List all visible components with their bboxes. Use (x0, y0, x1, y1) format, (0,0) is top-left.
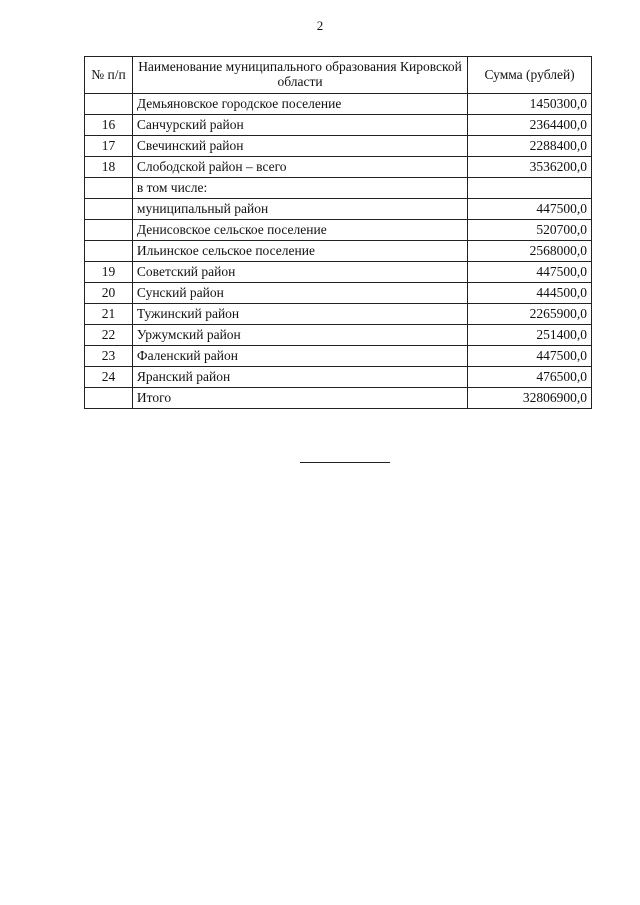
table-row (85, 325, 592, 346)
table-row (85, 178, 592, 199)
row-name: Фаленский район (132, 346, 467, 367)
table-row (85, 241, 592, 262)
table-row (85, 157, 592, 178)
total-label: Итого (132, 388, 467, 409)
budget-allocation-table (84, 56, 592, 409)
row-amount (468, 178, 592, 199)
row-name: Яранский район (132, 367, 467, 388)
row-name: Денисовское сельское поселение (132, 220, 467, 241)
row-amount: 3536200,0 (468, 157, 592, 178)
row-number (85, 388, 133, 409)
row-name: Санчурский район (132, 115, 467, 136)
table-row (85, 136, 592, 157)
row-number: 17 (85, 136, 133, 157)
row-name: Свечинский район (132, 136, 467, 157)
row-name: муниципальный район (132, 199, 467, 220)
row-number (85, 199, 133, 220)
row-number: 21 (85, 304, 133, 325)
row-number: 20 (85, 283, 133, 304)
row-amount: 447500,0 (468, 262, 592, 283)
end-of-document-rule (300, 462, 390, 463)
row-amount: 444500,0 (468, 283, 592, 304)
row-amount: 251400,0 (468, 325, 592, 346)
row-amount: 476500,0 (468, 367, 592, 388)
row-number: 18 (85, 157, 133, 178)
row-name: Тужинский район (132, 304, 467, 325)
row-number: 22 (85, 325, 133, 346)
row-name: Слободской район – всего (132, 157, 467, 178)
row-amount: 447500,0 (468, 346, 592, 367)
table-row (85, 199, 592, 220)
row-amount: 1450300,0 (468, 94, 592, 115)
header-municipality-name: Наименование муниципального образования Кировской области (132, 57, 467, 94)
table-row (85, 115, 592, 136)
row-number (85, 241, 133, 262)
row-name: Советский район (132, 262, 467, 283)
row-number: 19 (85, 262, 133, 283)
row-amount: 2568000,0 (468, 241, 592, 262)
table-row (85, 367, 592, 388)
row-name: Уржумский район (132, 325, 467, 346)
row-name: Ильинское сельское поселение (132, 241, 467, 262)
row-name: в том числе: (132, 178, 467, 199)
table-row (85, 220, 592, 241)
table-row (85, 346, 592, 367)
row-name: Демьяновское городское поселение (132, 94, 467, 115)
row-number (85, 94, 133, 115)
row-number (85, 220, 133, 241)
table-total-row (85, 388, 592, 409)
header-number: № п/п (85, 57, 133, 94)
row-name: Сунский район (132, 283, 467, 304)
row-number (85, 178, 133, 199)
table-row (85, 262, 592, 283)
row-amount: 2265900,0 (468, 304, 592, 325)
table-row (85, 94, 592, 115)
row-number: 23 (85, 346, 133, 367)
row-number: 24 (85, 367, 133, 388)
row-amount: 2364400,0 (468, 115, 592, 136)
row-amount: 447500,0 (468, 199, 592, 220)
table-row (85, 283, 592, 304)
total-amount: 32806900,0 (468, 388, 592, 409)
row-amount: 520700,0 (468, 220, 592, 241)
page-number: 2 (316, 18, 324, 33)
table-row (85, 304, 592, 325)
table-header-row (85, 57, 592, 94)
row-number: 16 (85, 115, 133, 136)
header-amount: Сумма (рублей) (468, 57, 592, 94)
row-amount: 2288400,0 (468, 136, 592, 157)
